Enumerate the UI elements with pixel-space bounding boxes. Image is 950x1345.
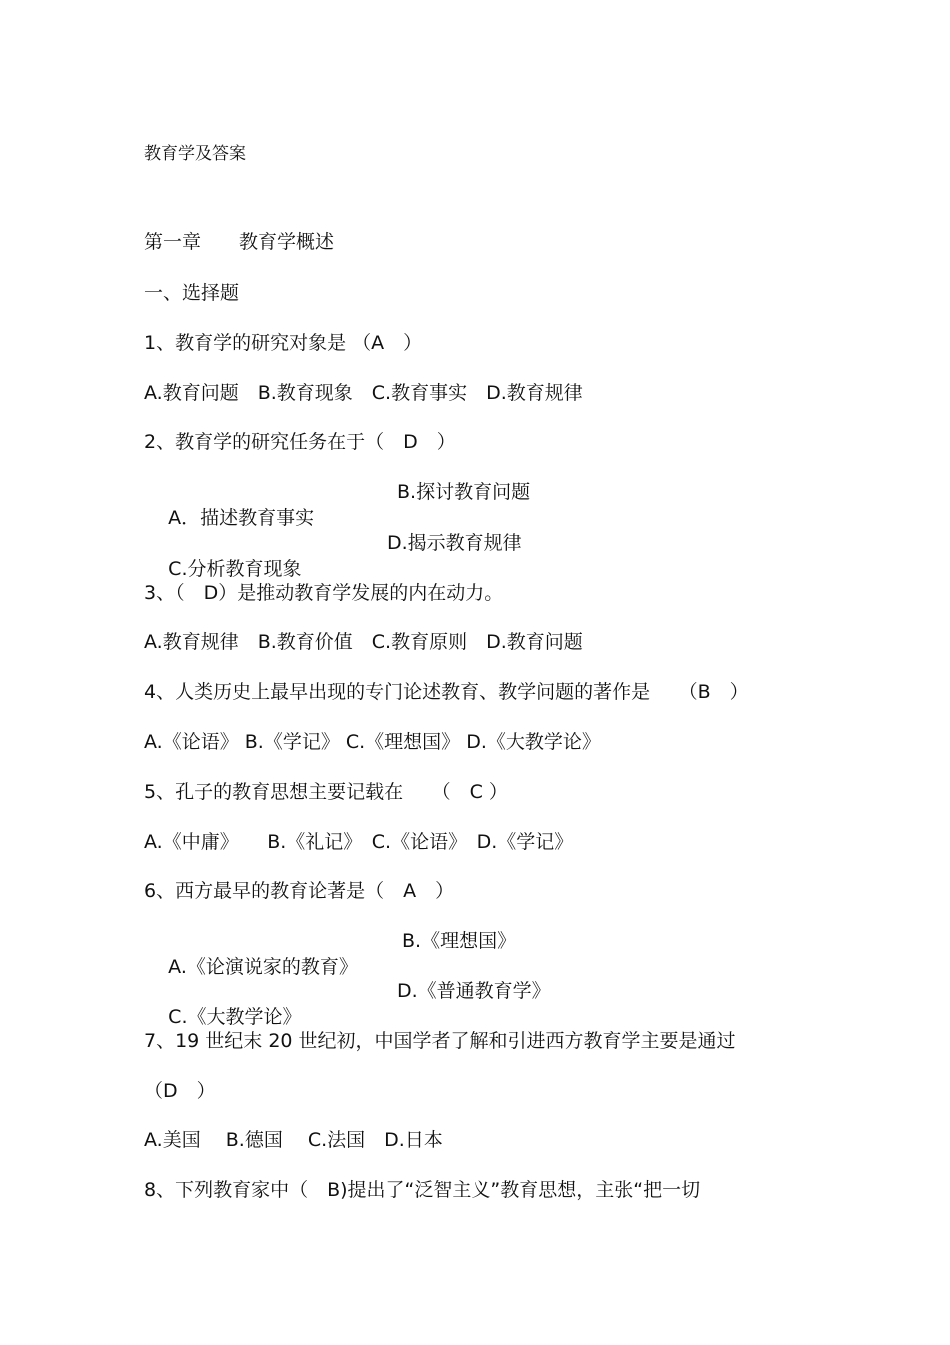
question-1: 1、教育学的研究对象是 （A ） (144, 332, 423, 354)
question-4-options: A.《论语》 B.《学记》 C.《理想国》 D.《大教学论》 (144, 731, 601, 753)
option-c: C.分析教育现象 (168, 558, 302, 580)
question-6: 6、西方最早的教育论著是（ A ） (144, 880, 455, 902)
question-3: 3、（ D）是推动教育学发展的内在动力。 (144, 582, 504, 604)
question-3-options: A.教育规律 B.教育价值 C.教育原则 D.教育问题 (144, 631, 583, 653)
question-2: 2、教育学的研究任务在于（ D ） (144, 431, 456, 453)
option-b: B.探讨教育问题 (397, 481, 531, 503)
question-7-answer: （D ） (144, 1080, 216, 1102)
question-7: 7、19 世纪末 20 世纪初，中国学者了解和引进西方教育学主要是通过 (144, 1030, 736, 1052)
option-d: D.揭示教育规律 (387, 532, 522, 554)
chapter-heading: 第一章 教育学概述 (144, 231, 335, 253)
option-b: B.《理想国》 (402, 930, 517, 952)
option-a: A.《论演说家的教育》 (168, 956, 358, 978)
question-5: 5、孔子的教育思想主要记载在 （ C ） (144, 781, 508, 803)
question-7-options: A.美国 B.德国 C.法国 D.日本 (144, 1129, 443, 1151)
question-5-options: A.《中庸》 B.《礼记》 C.《论语》 D.《学记》 (144, 831, 574, 853)
document-title: 教育学及答案 (144, 144, 246, 164)
option-c: C.《大教学论》 (168, 1006, 302, 1028)
question-1-options: A.教育问题 B.教育现象 C.教育事实 D.教育规律 (144, 382, 583, 404)
option-d: D.《普通教育学》 (397, 980, 551, 1002)
question-8: 8、下列教育家中（ B)提出了“泛智主义”教育思想，主张“把一切 (144, 1179, 701, 1201)
option-a: A．描述教育事实 (168, 507, 315, 529)
question-4: 4、人类历史上最早出现的专门论述教育、教学问题的著作是 （B ） (144, 681, 749, 703)
section-heading: 一、选择题 (144, 282, 240, 304)
